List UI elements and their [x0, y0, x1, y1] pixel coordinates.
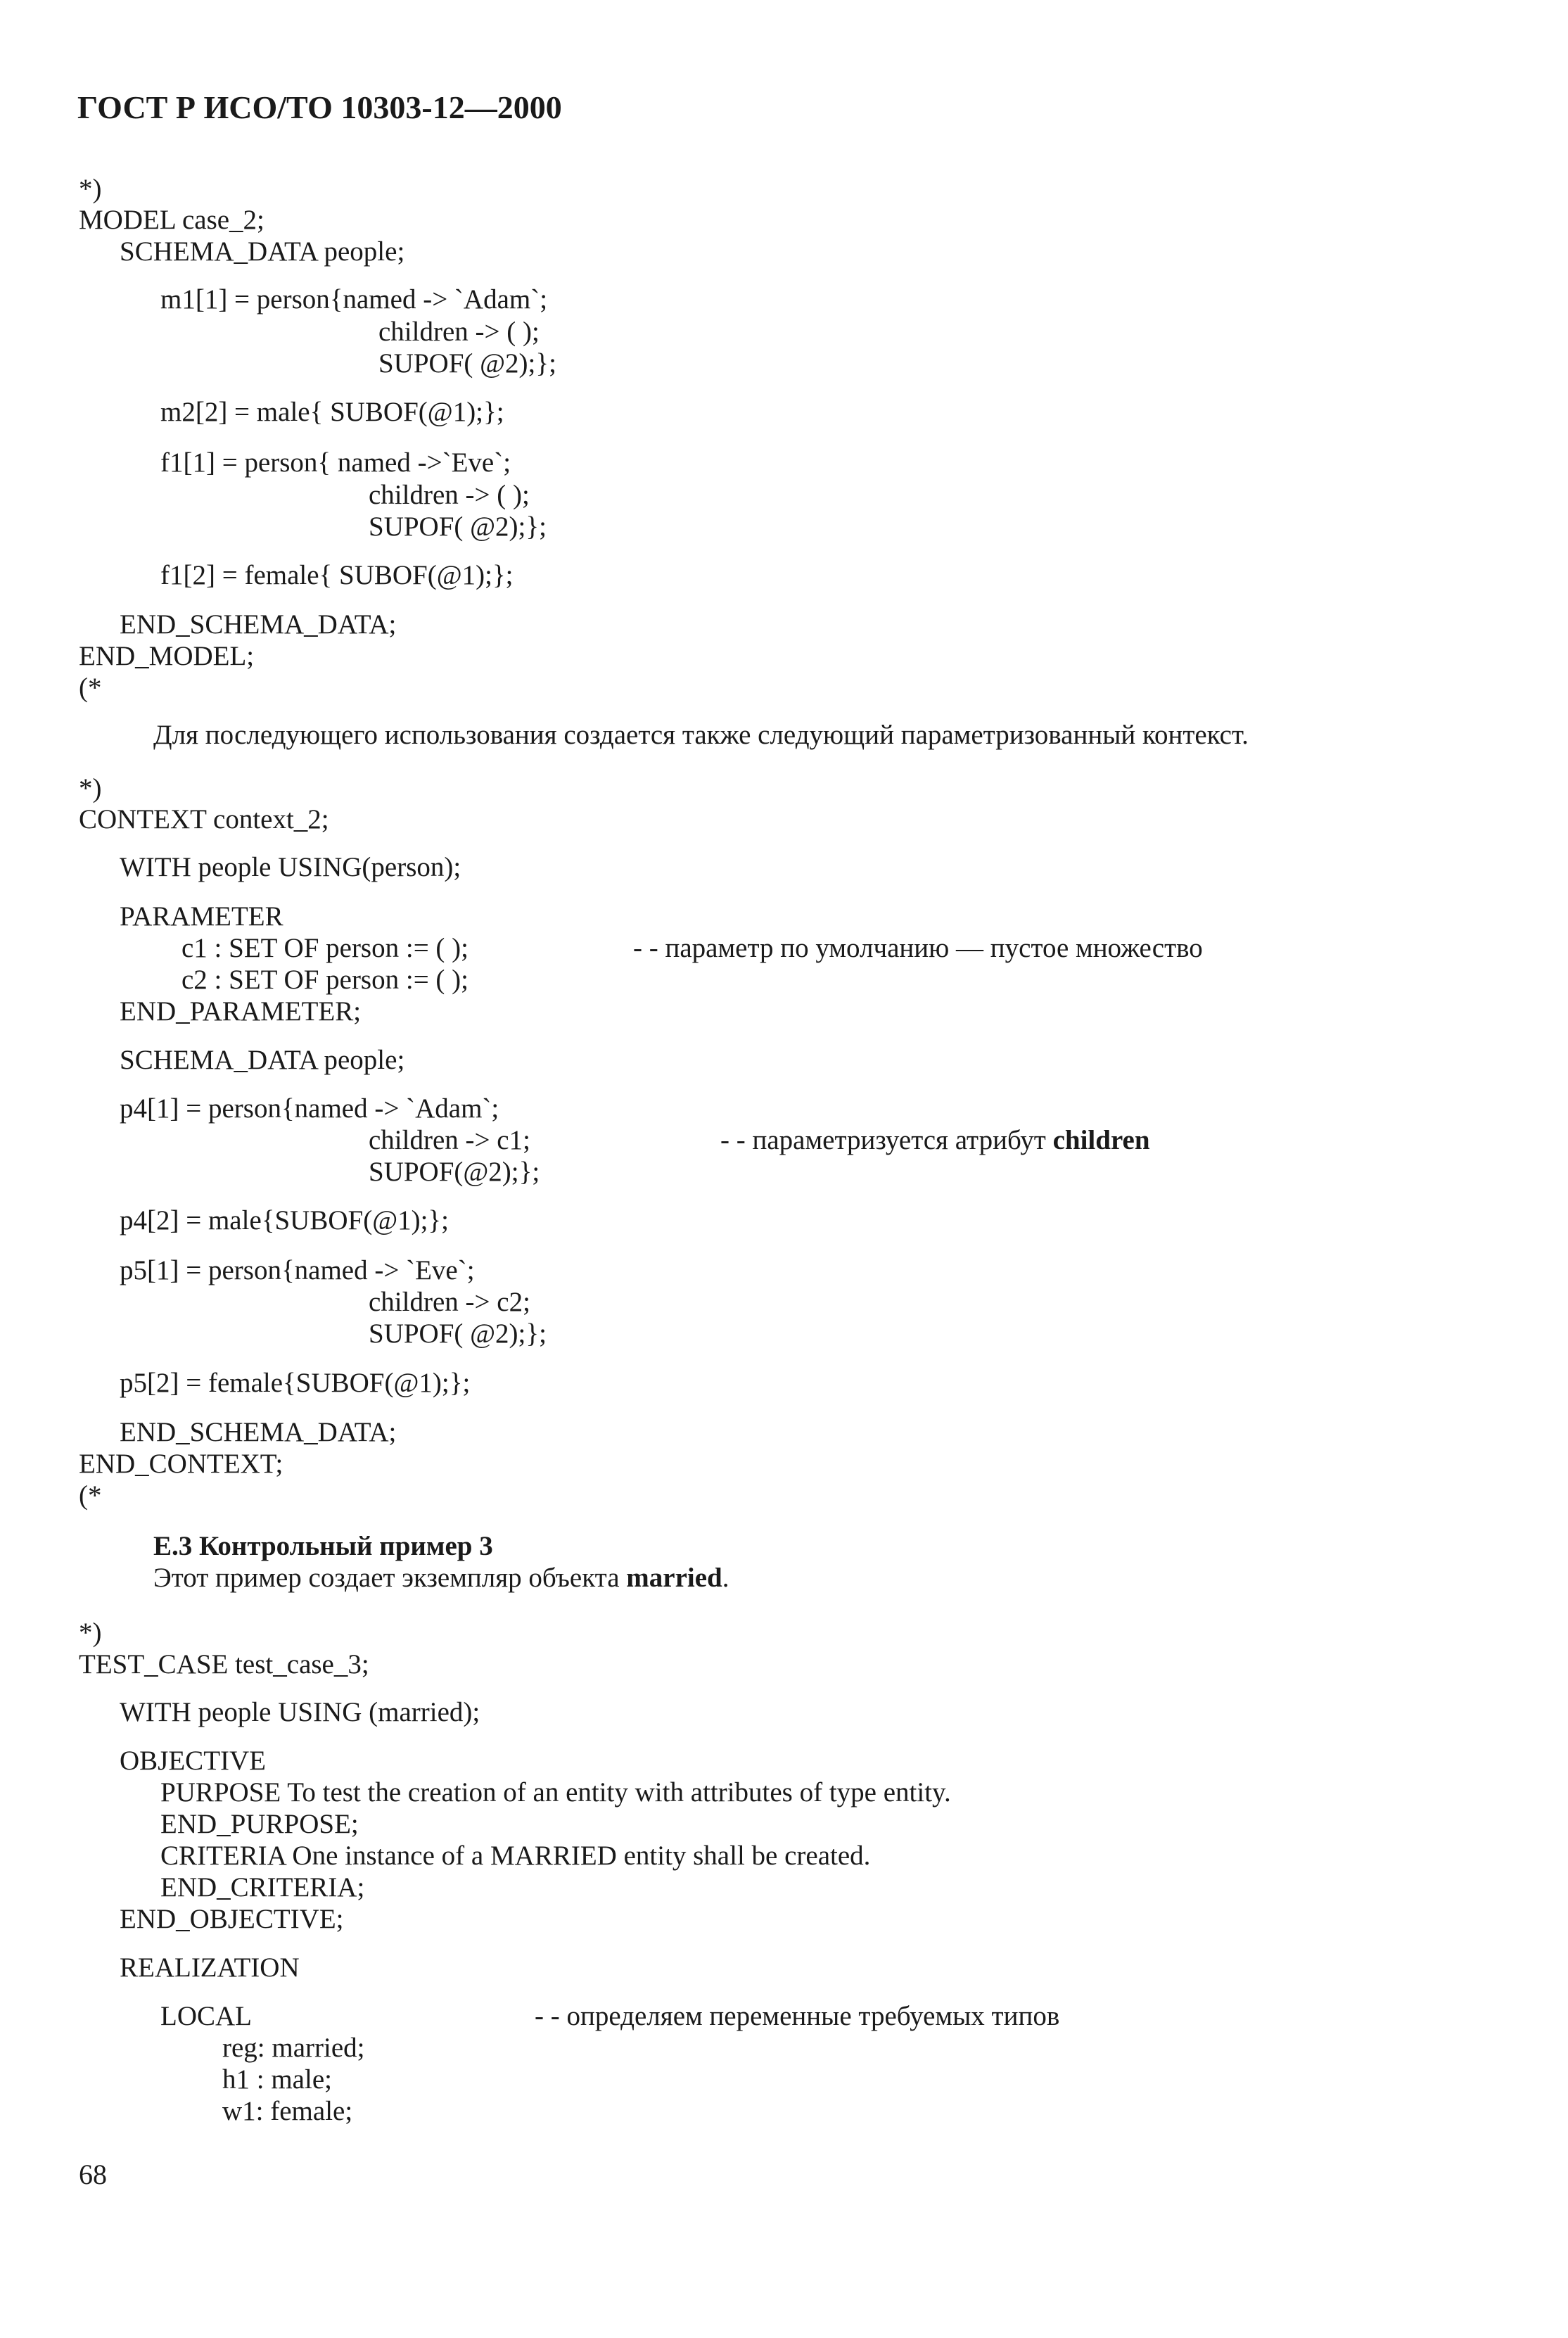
code-line: SUPOF( @2);}; [369, 512, 547, 542]
code-line: p5[2] = female{SUBOF(@1);}; [120, 1368, 471, 1398]
explanatory-text: Для последующего использования создается также следующий параметризованный контекст. [153, 720, 1249, 750]
section-text [153, 1562, 729, 1594]
code-line: END_CRITERIA; [160, 1872, 365, 1902]
code-line: END_SCHEMA_DATA; [120, 609, 397, 640]
code-line: p5[1] = person{named -> `Eve`; [120, 1255, 475, 1285]
code-comment: - - определяем переменные требуемых типов [535, 2001, 1060, 2031]
code-line: f1[1] = person{ named ->`Eve`; [160, 447, 511, 478]
comment-open-marker: (* [79, 1480, 102, 1511]
code-line: WITH people USING(person); [120, 852, 461, 882]
page-header: ГОСТ Р ИСО/ТО 10303-12—2000 [77, 89, 562, 125]
code-line: CONTEXT context_2; [79, 804, 329, 834]
comment-close-marker: *) [79, 174, 102, 204]
page-number: 68 [79, 2159, 107, 2190]
code-line: children -> c2; [369, 1287, 530, 1317]
code-line: REALIZATION [120, 1952, 300, 1983]
entity-name: married [626, 1563, 722, 1593]
code-line: SUPOF( @2);}; [378, 348, 556, 379]
code-line: m1[1] = person{named -> `Adam`; [160, 284, 548, 315]
code-line: p4[2] = male{SUBOF(@1);}; [120, 1205, 449, 1235]
code-line: END_SCHEMA_DATA; [120, 1417, 397, 1447]
code-comment [720, 1124, 1150, 1157]
code-line: children -> ( ); [369, 480, 530, 510]
code-line: TEST_CASE test_case_3; [79, 1649, 369, 1679]
code-line: END_CONTEXT; [79, 1449, 283, 1479]
section-text-body: Этот пример создает экземпляр объекта [153, 1563, 620, 1593]
code-line: c1 : SET OF person := ( ); [181, 933, 469, 963]
section-text-end: . [722, 1563, 729, 1593]
code-line: c2 : SET OF person := ( ); [181, 965, 469, 995]
comment-keyword: children [1052, 1125, 1150, 1155]
code-line: WITH people USING (married); [120, 1697, 480, 1727]
code-line: SUPOF( @2);}; [369, 1319, 547, 1349]
code-line: MODEL case_2; [79, 205, 264, 235]
comment-open-marker: (* [79, 673, 102, 703]
code-line: w1: female; [222, 2096, 353, 2126]
code-line: children -> ( ); [378, 317, 540, 347]
code-line: OBJECTIVE [120, 1746, 266, 1776]
section-heading: Е.3 Контрольный пример 3 [153, 1531, 493, 1561]
code-line: children -> c1; [369, 1125, 530, 1155]
code-line: END_OBJECTIVE; [120, 1904, 344, 1934]
code-line: SCHEMA_DATA people; [120, 1045, 405, 1075]
comment-text: - - параметризуется атрибут [720, 1125, 1046, 1155]
code-comment: - - параметр по умолчанию — пустое множество [633, 933, 1203, 963]
code-line: reg: married; [222, 2033, 365, 2063]
code-line: PARAMETER [120, 901, 283, 932]
code-line: END_PURPOSE; [160, 1809, 359, 1839]
code-line: f1[2] = female{ SUBOF(@1);}; [160, 560, 514, 590]
code-line: SUPOF(@2);}; [369, 1157, 540, 1187]
code-line: CRITERIA One instance of a MARRIED entity shall be created. [160, 1841, 871, 1871]
comment-close-marker: *) [79, 1618, 102, 1648]
code-line: h1 : male; [222, 2064, 332, 2095]
code-line: LOCAL [160, 2001, 252, 2031]
code-line: END_MODEL; [79, 641, 255, 671]
code-line: m2[2] = male{ SUBOF(@1);}; [160, 397, 504, 427]
code-line: END_PARAMETER; [120, 996, 362, 1027]
code-line: PURPOSE To test the creation of an entity with attributes of type entity. [160, 1777, 951, 1807]
comment-close-marker: *) [79, 773, 102, 803]
code-line: p4[1] = person{named -> `Adam`; [120, 1093, 499, 1124]
code-line: SCHEMA_DATA people; [120, 236, 405, 267]
